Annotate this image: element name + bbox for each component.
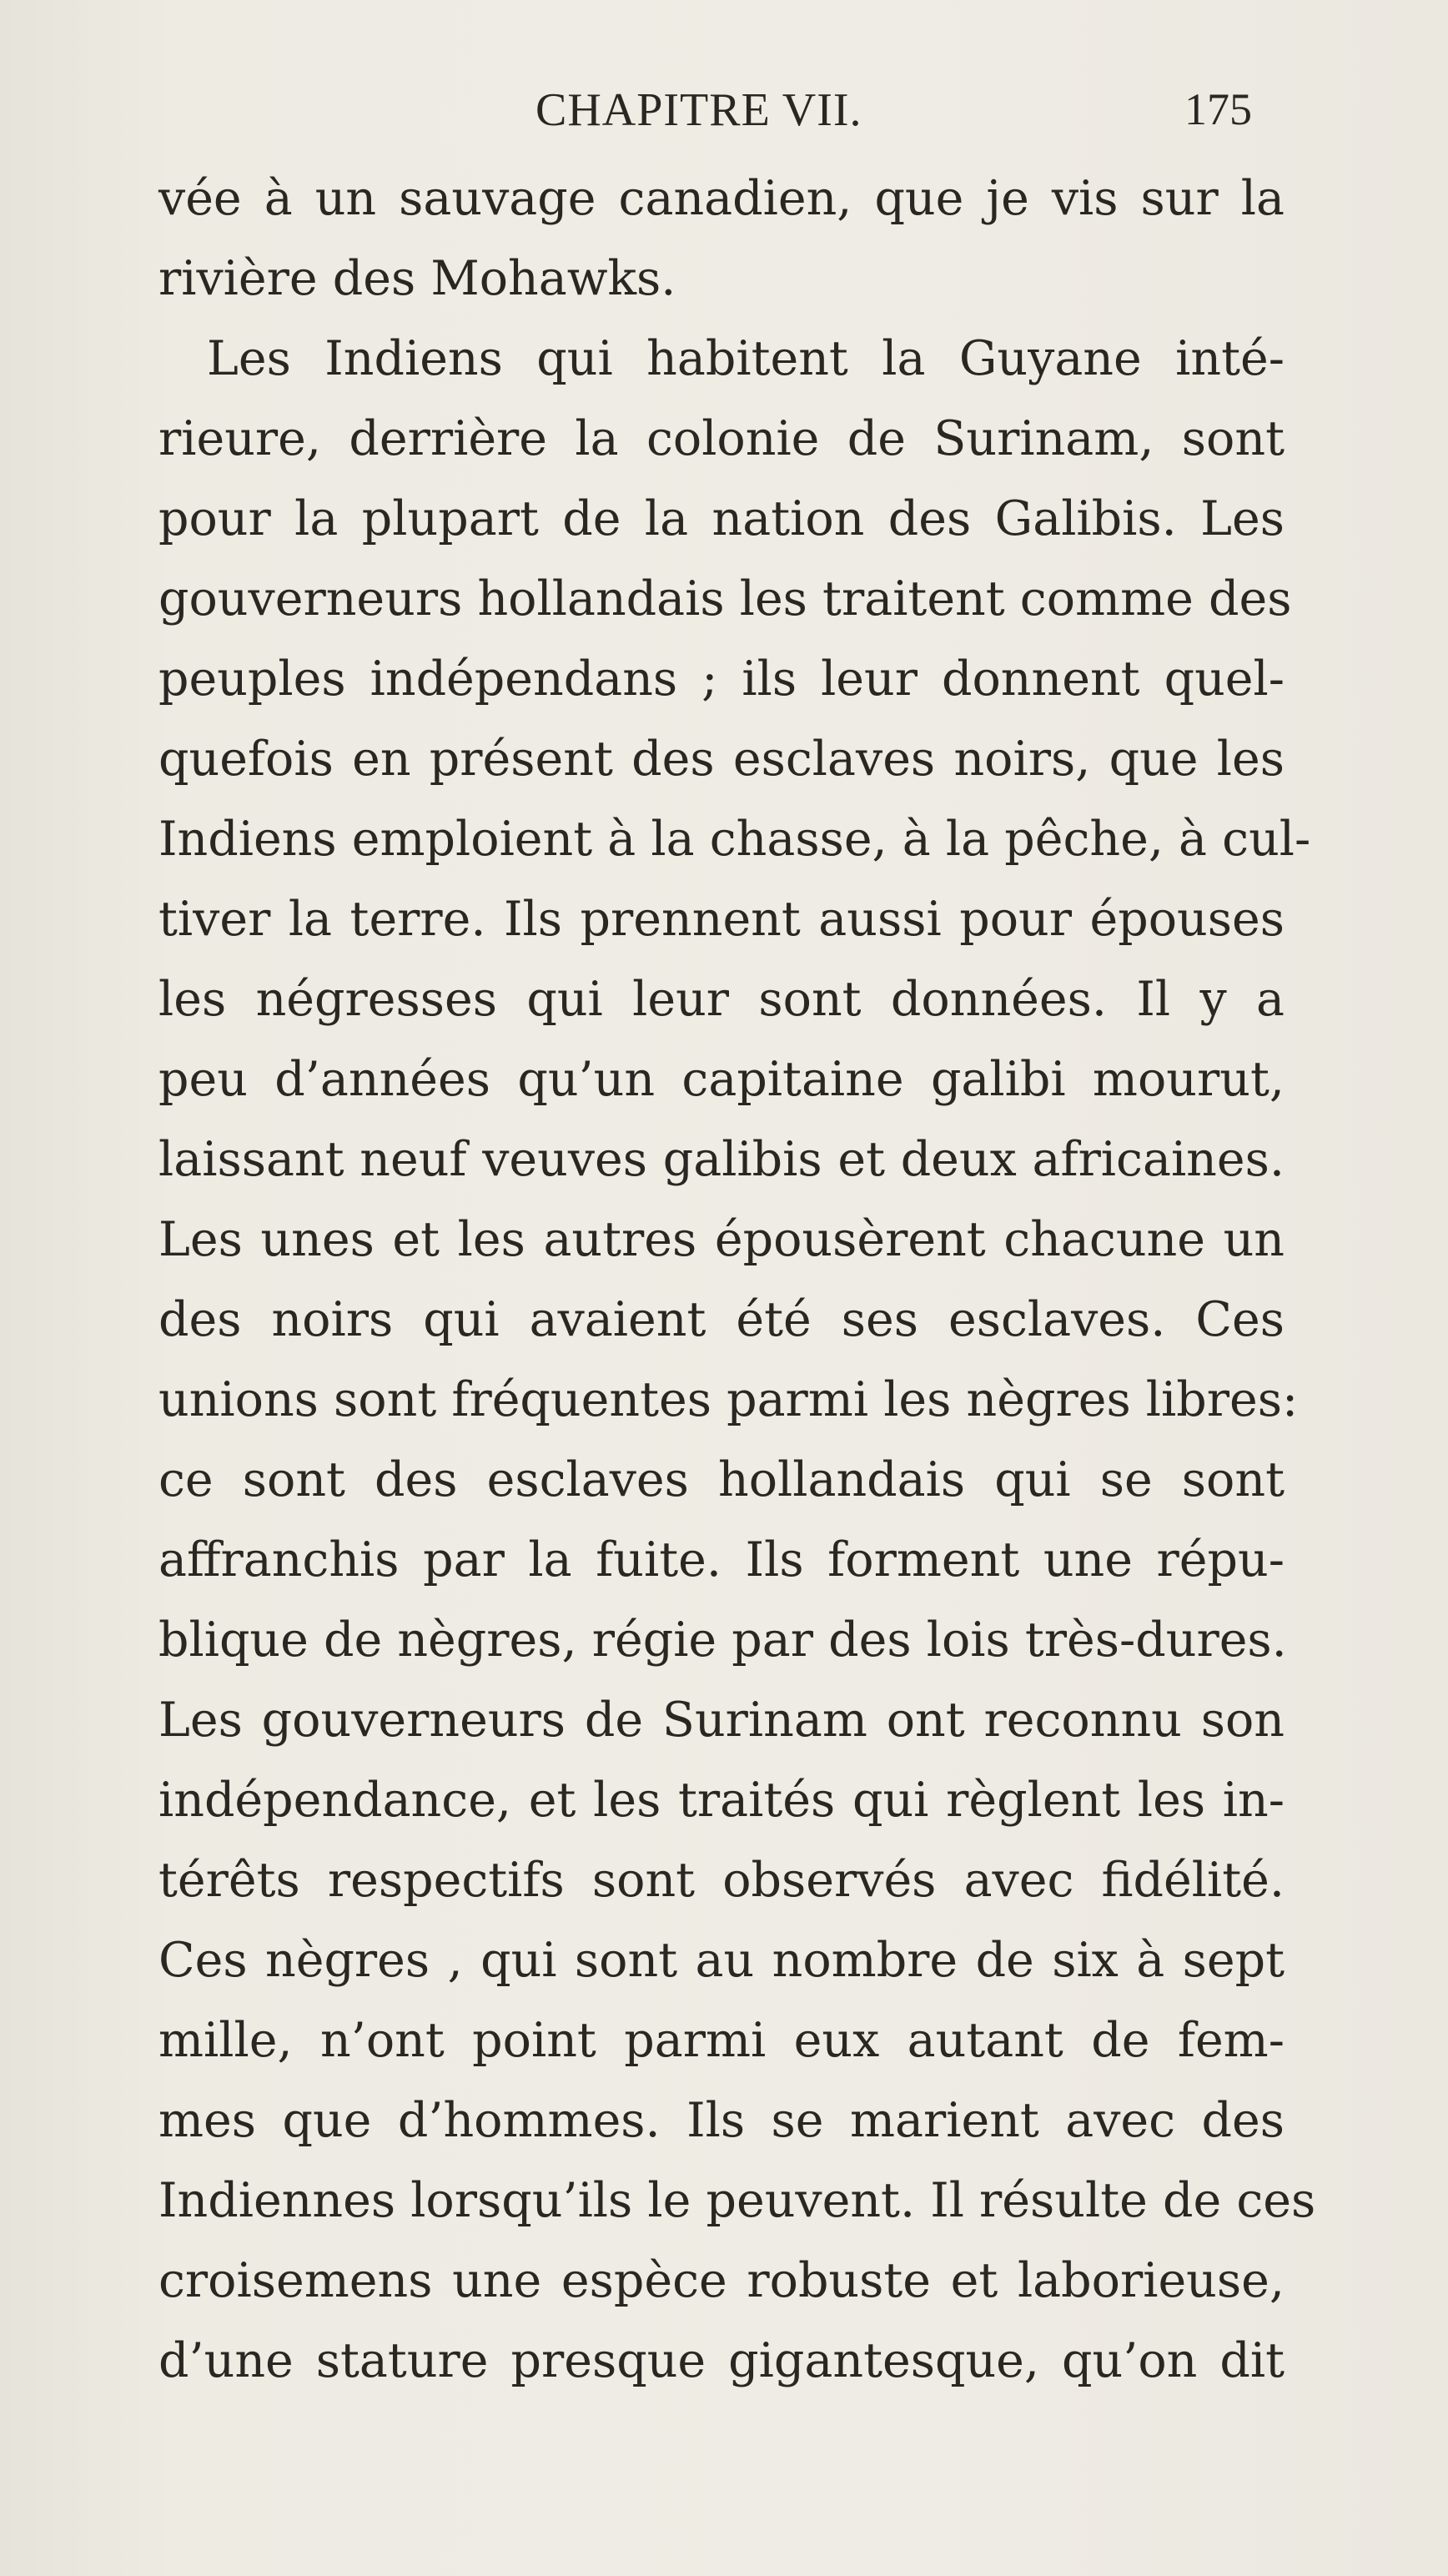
page-number: 175: [1184, 84, 1252, 134]
text-line: unions sont fréquentes parmi les nègres libres:: [158, 1372, 1299, 1427]
text-line: gouverneurs hollandais les traitent comme des: [158, 571, 1292, 626]
text-line: mille, n’ont point parmi eux autant de fem-: [158, 2013, 1285, 2068]
text-line: les négresses qui leur sont données. Il y a: [158, 972, 1285, 1027]
text-line: pour la plupart de la nation des Galibis. Les: [158, 491, 1285, 546]
text-line: d’une stature presque gigantesque, qu’on dit: [158, 2333, 1285, 2388]
text-line: Les Indiens qui habitent la Guyane inté-: [207, 331, 1285, 386]
text-line: quefois en présent des esclaves noirs, que les: [158, 732, 1285, 787]
text-line: vée à un sauvage canadien, que je vis sur la: [158, 171, 1285, 226]
text-line: Indiennes lorsqu’ils le peuvent. Il résulte de ces: [158, 2173, 1316, 2228]
page-header: [0, 83, 1448, 150]
text-line: rieure, derrière la colonie de Surinam, sont: [158, 411, 1285, 466]
text-line: Ces nègres , qui sont au nombre de six à sept: [158, 1933, 1285, 1988]
text-line: Les unes et les autres épousèrent chacune un: [158, 1212, 1285, 1267]
text-line: térêts respectifs sont observés avec fidélité.: [158, 1853, 1285, 1908]
body-text: [158, 158, 1316, 2401]
text-line: blique de nègres, régie par des lois très-dures.: [158, 1613, 1287, 1668]
text-line: Les gouverneurs de Surinam ont reconnu son: [158, 1693, 1285, 1748]
text-line: peuples indépendans ; ils leur donnent quel-: [158, 652, 1285, 707]
text-line: rivière des Mohawks.: [158, 251, 676, 306]
text-line: laissant neuf veuves galibis et deux africaines.: [158, 1132, 1285, 1187]
text-line: mes que d’hommes. Ils se marient avec des: [158, 2093, 1285, 2148]
running-head: CHAPITRE VII.: [535, 84, 862, 136]
text-line: tiver la terre. Ils prennent aussi pour épouses: [158, 892, 1285, 947]
text-line: affranchis par la fuite. Ils forment une répu-: [158, 1532, 1285, 1587]
text-line: croisemens une espèce robuste et laborieuse,: [158, 2253, 1285, 2308]
text-line: peu d’années qu’un capitaine galibi mourut,: [158, 1052, 1285, 1107]
text-line: des noirs qui avaient été ses esclaves. Ces: [158, 1292, 1285, 1347]
text-line: Indiens emploient à la chasse, à la pêche, à cul-: [158, 812, 1311, 867]
text-line: indépendance, et les traités qui règlent les in-: [158, 1773, 1285, 1828]
text-line: ce sont des esclaves hollandais qui se sont: [158, 1452, 1285, 1507]
